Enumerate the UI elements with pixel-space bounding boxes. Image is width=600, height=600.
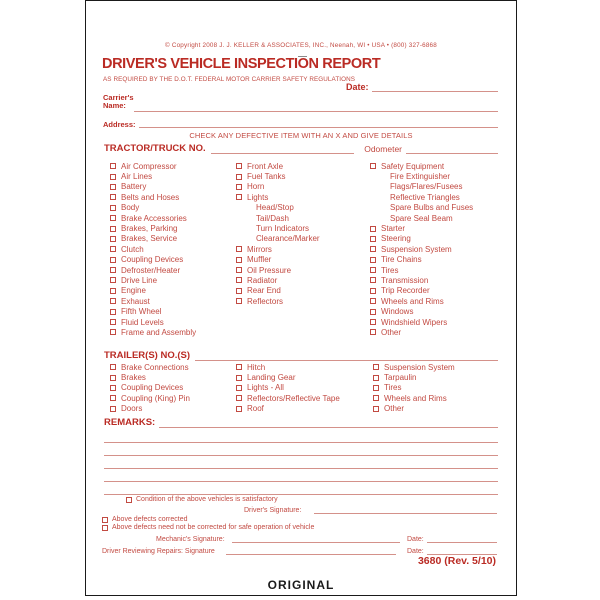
checkbox[interactable] [370, 257, 376, 263]
checklist-item-label: Head/Stop [256, 203, 294, 213]
odometer-label: Odometer [364, 144, 402, 154]
trailer-no-label: TRAILER(S) NO.(S) [104, 350, 191, 361]
tractor-truck-no-fill-line[interactable] [211, 143, 355, 154]
checkbox[interactable] [373, 395, 379, 401]
checklist-item [236, 161, 376, 171]
checklist-item [373, 393, 513, 403]
checkbox[interactable] [236, 174, 242, 180]
checkbox[interactable] [236, 395, 242, 401]
checklist-item-label: Battery [121, 182, 147, 192]
checkbox[interactable] [236, 385, 242, 391]
tractor-checklist-column-3 [370, 161, 510, 338]
defects-not-needed-checkbox[interactable] [102, 525, 108, 531]
checklist-item [370, 234, 510, 244]
checklist-item [370, 213, 510, 223]
checklist-item-label: Landing Gear [247, 373, 296, 383]
checklist-item-label: Other [381, 327, 402, 337]
checkbox[interactable] [110, 267, 116, 273]
reviewing-date-label: Date: [407, 548, 424, 555]
checkbox[interactable] [110, 364, 116, 370]
checklist-item-label: Brake Accessories [121, 213, 187, 223]
checklist-item [110, 372, 250, 382]
checkbox[interactable] [370, 288, 376, 294]
checkbox[interactable] [236, 277, 242, 283]
checkbox[interactable] [110, 226, 116, 232]
checkbox[interactable] [236, 246, 242, 252]
checklist-item-label: Trip Recorder [381, 286, 430, 296]
carrier-name-label: Carrier's Name: [103, 93, 134, 111]
checkbox[interactable] [236, 184, 242, 190]
checklist-item [110, 265, 250, 275]
condition-satisfactory-checkbox[interactable] [126, 497, 132, 503]
checklist-item [236, 265, 376, 275]
mechanics-signature-fill-line[interactable] [232, 532, 400, 543]
checkbox[interactable] [370, 246, 376, 252]
checklist-item-label: Lights [247, 192, 269, 202]
checklist-item-label: Tire Chains [381, 255, 422, 265]
checklist-item [236, 223, 376, 233]
driver-reviewing-label: Driver Reviewing Repairs: Signature [102, 548, 215, 555]
drivers-signature-label: Driver's Signature: [244, 507, 302, 514]
checklist-item-label: Fuel Tanks [247, 172, 286, 182]
checklist-item-label: Reflectors [247, 296, 284, 306]
checklist-item-label: Coupling Devices [121, 255, 184, 265]
remarks-line[interactable] [104, 481, 498, 482]
date-label: Date: [346, 82, 369, 92]
form-subtitle: AS REQUIRED BY THE D.O.T. FEDERAL MOTOR CARRIER SAFETY REGULATIONS [103, 75, 356, 83]
checklist-item-label: Clutch [121, 244, 144, 254]
drivers-signature-fill-line[interactable] [314, 503, 497, 514]
checklist-item [110, 255, 250, 265]
checklist-item-label: Defroster/Heater [121, 265, 181, 275]
checkbox[interactable] [110, 385, 116, 391]
odometer-fill-line[interactable] [406, 143, 498, 154]
checklist-item [110, 362, 250, 372]
checklist-item [370, 192, 510, 202]
checklist-item-label: Reflectors/Reflective Tape [247, 393, 340, 403]
checklist-item-label: Lights - All [247, 383, 284, 393]
checklist-item-label: Rear End [247, 286, 281, 296]
checklist-item-label: Clearance/Marker [256, 234, 320, 244]
checklist-item [370, 296, 510, 306]
reviewing-date-fill-line[interactable] [427, 544, 497, 555]
checklist-item-label: Tires [381, 265, 399, 275]
carrier-name-fill-line[interactable] [134, 99, 498, 112]
tractor-section-header [104, 143, 498, 154]
checklist-item [373, 362, 513, 372]
checklist-item-label: Coupling (King) Pin [121, 393, 190, 403]
checkbox[interactable] [370, 226, 376, 232]
checklist-item-label: Doors [121, 404, 143, 414]
trailer-checklist-column-1 [110, 362, 250, 414]
checklist-item [110, 296, 250, 306]
checkbox[interactable] [110, 309, 116, 315]
checklist-item-label: Tires [384, 383, 402, 393]
checklist-item [370, 223, 510, 233]
form-title: DRIVER'S VEHICLE INSPECTION REPORT [102, 56, 381, 72]
checkbox[interactable] [110, 277, 116, 283]
trailer-checklist-column-3 [373, 362, 513, 414]
checklist-item-label: Coupling Devices [121, 383, 184, 393]
remarks-fill-line[interactable] [159, 417, 498, 428]
checklist-item [370, 317, 510, 327]
checklist-item [370, 275, 510, 285]
driver-reviewing-fill-line[interactable] [226, 544, 396, 555]
checklist-item [110, 182, 250, 192]
checkbox[interactable] [236, 375, 242, 381]
checklist-item-label: Turn Indicators [256, 224, 310, 234]
checklist-item [236, 404, 376, 414]
checklist-item-label: Windshield Wipers [381, 317, 448, 327]
checklist-item [370, 161, 510, 171]
checkbox[interactable] [110, 375, 116, 381]
checkbox[interactable] [373, 406, 379, 412]
checklist-item [370, 306, 510, 316]
checklist-item [370, 182, 510, 192]
defects-corrected-checkbox[interactable] [102, 517, 108, 523]
checklist-item-label: Brakes, Parking [121, 224, 178, 234]
checklist-item [110, 234, 250, 244]
condition-satisfactory-label: Condition of the above vehicles is satisfactory [136, 496, 278, 503]
checklist-item-label: Air Lines [121, 172, 153, 182]
checklist-item-label: Suspension System [384, 362, 455, 372]
checkbox[interactable] [110, 406, 116, 412]
checklist-item-label: Frame and Assembly [121, 327, 197, 337]
defects-corrected-row [102, 516, 188, 523]
checklist-item-label: Wheels and Rims [384, 393, 447, 403]
checklist-item-label: Drive Line [121, 275, 158, 285]
checklist-item-label: Body [121, 203, 140, 213]
form-number: 3680 (Rev. 5/10) [417, 555, 496, 567]
checklist-item [370, 203, 510, 213]
checkbox[interactable] [110, 184, 116, 190]
checklist-item-label: Fire Extinguisher [390, 172, 451, 182]
checklist-item [236, 255, 376, 265]
checklist-item-label: Brakes [121, 373, 146, 383]
checkbox[interactable] [370, 309, 376, 315]
checklist-item-label: Air Compressor [121, 161, 177, 171]
checklist-item-label: Tarpaulin [384, 373, 417, 383]
checklist-item-label: Brake Connections [121, 362, 189, 372]
instruction-text: CHECK ANY DEFECTIVE ITEM WITH AN X AND GIVE DETAILS [189, 131, 413, 140]
checklist-item-label: Starter [381, 224, 406, 234]
checklist-item-label: Tail/Dash [256, 213, 289, 223]
checklist-item-label: Transmission [381, 275, 429, 285]
date-row [346, 81, 498, 92]
checkbox[interactable] [370, 298, 376, 304]
defects-corrected-label: Above defects corrected [112, 516, 188, 523]
checkbox[interactable] [110, 298, 116, 304]
vehicle-inspection-form [85, 0, 517, 596]
checklist-item-label: Engine [121, 286, 146, 296]
mechanic-date-label: Date: [407, 536, 424, 543]
checklist-item [370, 327, 510, 337]
checklist-item [236, 213, 376, 223]
checklist-item [110, 171, 250, 181]
checklist-item-label: Wheels and Rims [381, 296, 444, 306]
checkbox[interactable] [110, 246, 116, 252]
checklist-item-label: Suspension System [381, 244, 452, 254]
checkbox[interactable] [236, 194, 242, 200]
checkbox[interactable] [236, 298, 242, 304]
checklist-item [236, 192, 376, 202]
checklist-item [110, 404, 250, 414]
checklist-item-label: Spare Seal Beam [390, 213, 453, 223]
checklist-item-label: Oil Pressure [247, 265, 292, 275]
checkbox[interactable] [236, 288, 242, 294]
checkbox[interactable] [110, 163, 116, 169]
condition-satisfactory-row [126, 496, 278, 503]
checklist-item-label: Other [384, 404, 405, 414]
checkbox[interactable] [110, 329, 116, 335]
checklist-item [110, 383, 250, 393]
defects-not-needed-label: Above defects need not be corrected for safe operation of vehicle [112, 524, 315, 531]
checklist-item [236, 182, 376, 192]
checklist-item [370, 244, 510, 254]
checkbox[interactable] [236, 406, 242, 412]
checkbox[interactable] [370, 277, 376, 283]
checklist-item [110, 275, 250, 285]
tractor-checklist-column-2 [236, 161, 376, 306]
checklist-item-label: Muffler [247, 255, 272, 265]
checklist-item-label: Brakes, Service [121, 234, 178, 244]
copyright-line: © Copyright 2008 J. J. KELLER & ASSOCIATES, INC., Neenah, WI • USA • (800) 327-6868 [165, 42, 437, 49]
defects-not-needed-row [102, 524, 314, 531]
checklist-item-label: Roof [247, 404, 264, 414]
checklist-item [110, 213, 250, 223]
checklist-item [370, 171, 510, 181]
address-label: Address: [103, 120, 136, 129]
checkbox[interactable] [236, 163, 242, 169]
checklist-item-label: Reflective Triangles [390, 192, 460, 202]
checklist-item-label: Mirrors [247, 244, 272, 254]
tractor-checklist-column-1 [110, 161, 250, 338]
checklist-item [236, 362, 376, 372]
checklist-item [236, 203, 376, 213]
checkbox[interactable] [236, 257, 242, 263]
checkbox[interactable] [370, 163, 376, 169]
checkbox[interactable] [370, 329, 376, 335]
checklist-item-label: Radiator [247, 275, 278, 285]
checkbox[interactable] [373, 375, 379, 381]
checkbox[interactable] [370, 236, 376, 242]
checklist-item [370, 265, 510, 275]
checkbox[interactable] [110, 395, 116, 401]
checklist-item [370, 286, 510, 296]
checklist-item [110, 317, 250, 327]
checklist-item [110, 286, 250, 296]
checklist-item [110, 223, 250, 233]
checklist-item-label: Safety Equipment [381, 161, 445, 171]
checklist-item-label: Fifth Wheel [121, 307, 162, 317]
checklist-item-label: Belts and Hoses [121, 192, 180, 202]
remarks-line[interactable] [104, 455, 498, 456]
checkbox[interactable] [110, 205, 116, 211]
checklist-item [110, 327, 250, 337]
checklist-item [110, 192, 250, 202]
checklist-item-label: Horn [247, 182, 265, 192]
remarks-line[interactable] [104, 494, 498, 495]
checkbox[interactable] [110, 194, 116, 200]
tractor-truck-no-label: TRACTOR/TRUCK NO. [104, 143, 206, 154]
checkbox[interactable] [236, 267, 242, 273]
checkbox[interactable] [370, 319, 376, 325]
checklist-item [373, 383, 513, 393]
remarks-line[interactable] [104, 442, 498, 443]
checklist-item-label: Spare Bulbs and Fuses [390, 203, 474, 213]
checklist-item [236, 383, 376, 393]
checklist-item-label: Windows [381, 307, 414, 317]
checklist-item [236, 275, 376, 285]
checklist-item [373, 372, 513, 382]
checklist-item [236, 286, 376, 296]
checklist-item [236, 296, 376, 306]
checkbox[interactable] [110, 215, 116, 221]
checklist-item-label: Hitch [247, 362, 266, 372]
checklist-item-label: Fluid Levels [121, 317, 164, 327]
checklist-item-label: Front Axle [247, 161, 284, 171]
checklist-item [236, 393, 376, 403]
remarks-line[interactable] [104, 468, 498, 469]
checklist-item [110, 161, 250, 171]
trailer-checklist-column-2 [236, 362, 376, 414]
checkbox[interactable] [110, 236, 116, 242]
trailer-section-header [104, 350, 498, 361]
mechanics-signature-label: Mechanic's Signature: [156, 536, 225, 543]
checklist-item [236, 234, 376, 244]
address-fill-line[interactable] [139, 115, 498, 128]
checklist-item [370, 255, 510, 265]
checklist-item [373, 404, 513, 414]
checklist-item [110, 393, 250, 403]
checkbox[interactable] [110, 319, 116, 325]
checklist-item-label: Flags/Flares/Fusees [390, 182, 463, 192]
original-copy-label: ORIGINAL [267, 578, 335, 592]
checkbox[interactable] [110, 257, 116, 263]
checklist-item-label: Exhaust [121, 296, 150, 306]
checklist-item-label: Steering [381, 234, 411, 244]
checkbox[interactable] [373, 364, 379, 370]
mechanic-date-fill-line[interactable] [427, 532, 497, 543]
checkbox[interactable] [110, 174, 116, 180]
checklist-item [110, 203, 250, 213]
checklist-item [236, 372, 376, 382]
remarks-section-header [104, 417, 498, 428]
checkbox[interactable] [236, 364, 242, 370]
checklist-item [236, 171, 376, 181]
checklist-item [236, 244, 376, 254]
checkbox[interactable] [370, 267, 376, 273]
date-fill-line[interactable] [372, 81, 498, 92]
checkbox[interactable] [110, 288, 116, 294]
checklist-item [110, 306, 250, 316]
trailer-no-fill-line[interactable] [195, 350, 498, 361]
checkbox[interactable] [373, 385, 379, 391]
checklist-item [110, 244, 250, 254]
remarks-label: REMARKS: [104, 417, 156, 428]
